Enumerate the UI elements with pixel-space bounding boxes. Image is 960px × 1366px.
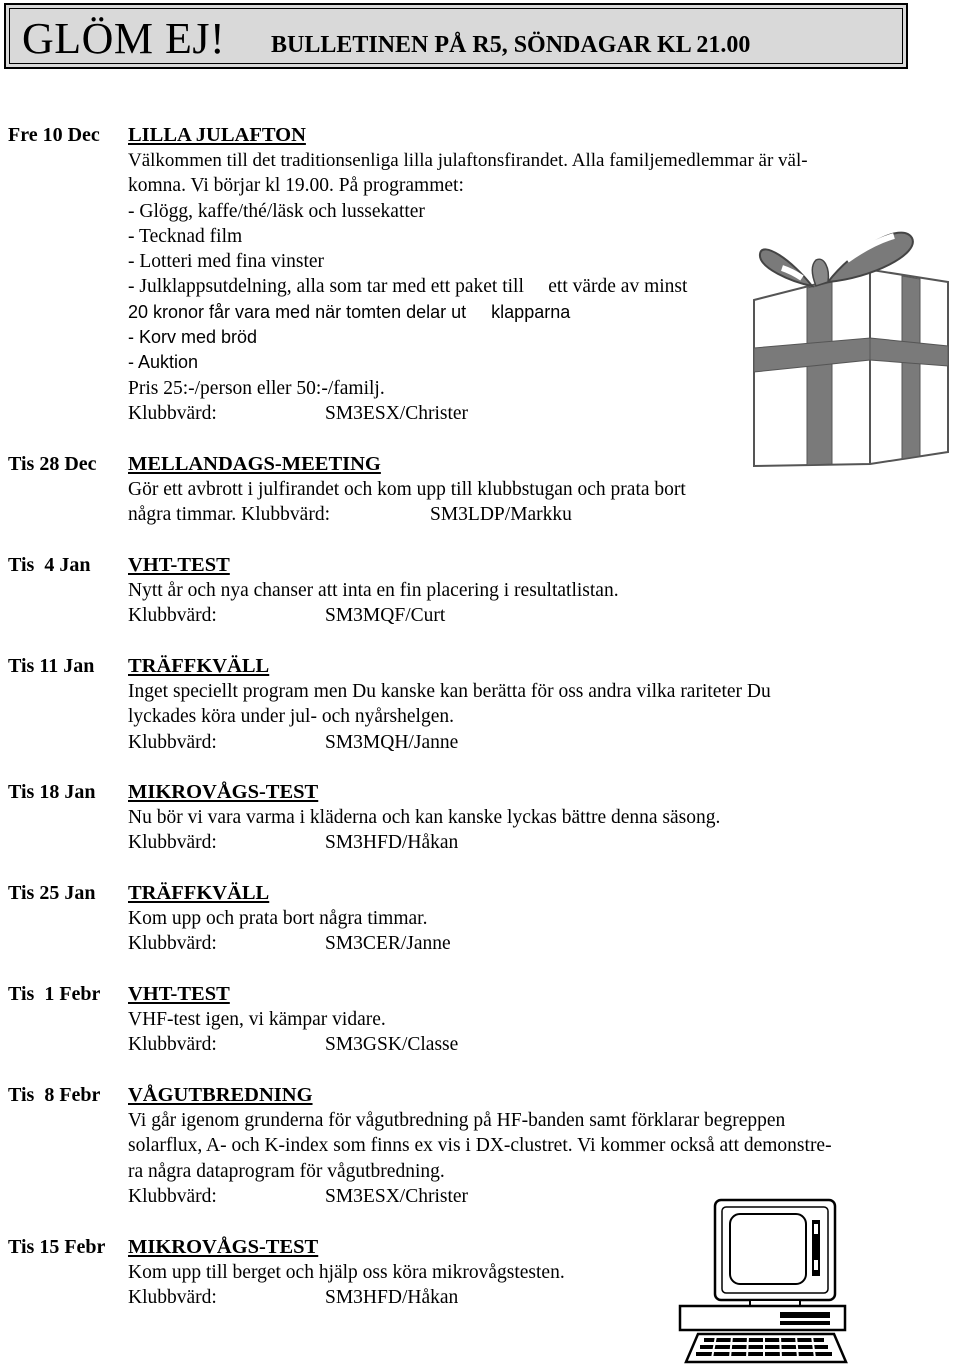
event-title: MIKROVÅGS-TEST [128, 1236, 319, 1258]
host-label: Klubbvärd: [128, 605, 217, 627]
event-host [128, 931, 888, 956]
event-line: Kom upp och prata bort några timmar. [128, 908, 428, 929]
event-line: Nu bör vi vara varma i kläderna och kan kanske lyckas bättre denna säsong. [128, 807, 721, 828]
host-callsign: SM3GSK/Classe [325, 1034, 459, 1056]
host-callsign: SM3ESX/Christer [325, 1185, 469, 1207]
event-body [128, 553, 888, 629]
event-line: - Glögg, kaffe/thé/läsk och lussekatter [128, 200, 425, 222]
event-date: Tis 11 Jan [8, 655, 95, 677]
event-body [128, 1083, 888, 1209]
host-label: Klubbvärd: [128, 402, 217, 424]
event-title: LILLA JULAFTON [128, 124, 306, 146]
event-host [128, 1032, 888, 1057]
event-body [128, 780, 888, 856]
host-callsign: SM3MQH/Janne [325, 731, 459, 753]
event-title: TRÄFFKVÄLL [128, 655, 270, 677]
header-banner [4, 3, 908, 69]
event-title: MIKROVÅGS-TEST [128, 781, 319, 803]
host-label: Klubbvärd: [128, 933, 217, 955]
event-host [128, 830, 888, 855]
event-date: Tis 8 Febr [8, 1084, 101, 1106]
event-host [128, 603, 888, 628]
event-line: - Korv med bröd [128, 327, 258, 348]
event-line: några timmar. Klubbvärd: [128, 504, 330, 526]
host-label: Klubbvärd: [128, 1185, 217, 1207]
event-date: Fre 10 Dec [8, 124, 100, 146]
host-callsign: SM3MQF/Curt [325, 605, 446, 627]
event-line: ra några dataprogram för vågutbredning. [128, 1160, 445, 1182]
event-line: Välkommen till det traditionsenliga lilla julaftonsfirandet. Alla familjemedlemmar är väl- [128, 150, 808, 171]
event-line: 20 kronor får vara med när tomten delar ut klapparna [128, 301, 571, 322]
event-line: - Julklappsutdelning, alla som tar med ett paket till ett värde av minst [128, 276, 688, 298]
host-label: Klubbvärd: [128, 1034, 217, 1056]
banner-subtitle: BULLETINEN PÅ R5, SÖNDAGAR KL 21.00 [271, 32, 751, 58]
event-date: Tis 1 Febr [8, 983, 101, 1005]
event-line: Pris 25:-/person eller 50:-/familj. [128, 377, 385, 399]
event-line: Kom upp till berget och hjälp oss köra mikrovågstesten. [128, 1262, 565, 1283]
event-line: solarflux, A- och K-index som finns ex vis i DX-clustret. Vi kommer också att demonstre- [128, 1135, 832, 1157]
event-line: Inget speciellt program men Du kanske kan berätta för oss andra vilka rariteter Du [128, 681, 771, 702]
event-line: Vi går igenom grunderna för vågutbredning på HF-banden samt förklarar begreppen [128, 1110, 786, 1131]
event-date: Tis 28 Dec [8, 453, 97, 475]
banner-title: GLÖM EJ! [22, 14, 226, 63]
event-line: - Auktion [128, 352, 199, 373]
event-body [128, 654, 888, 755]
host-callsign: SM3CER/Janne [325, 933, 451, 955]
event-line: Nytt år och nya chanser att inta en fin placering i resultatlistan. [128, 580, 619, 601]
host-label: Klubbvärd: [128, 731, 217, 753]
host-label: Klubbvärd: [128, 1287, 217, 1309]
host-callsign: SM3HFD/Håkan [325, 832, 459, 854]
event-host [128, 502, 888, 527]
event-body [128, 881, 888, 957]
event-line: - Lotteri med fina vinster [128, 251, 325, 273]
event-date: Tis 25 Jan [8, 882, 96, 904]
event-title: TRÄFFKVÄLL [128, 882, 270, 904]
event-line: VHF-test igen, vi kämpar vidare. [128, 1009, 386, 1030]
event-title: VÅGUTBREDNING [128, 1084, 313, 1106]
host-callsign: SM3HFD/Håkan [325, 1287, 459, 1309]
event-body [128, 982, 888, 1058]
event-date: Tis 15 Febr [8, 1236, 106, 1258]
host-callsign: SM3ESX/Christer [325, 402, 469, 424]
computer-icon [670, 1198, 850, 1366]
event-line: lyckades köra under jul- och nyårshelgen. [128, 706, 454, 728]
gift-icon [752, 220, 952, 470]
event-line: Gör ett avbrott i julfirandet och kom upp till klubbstugan och prata bort [128, 479, 686, 500]
host-label: Klubbvärd: [128, 832, 217, 854]
event-title: MELLANDAGS-MEETING [128, 453, 381, 475]
event-line: komna. Vi börjar kl 19.00. På programmet: [128, 175, 464, 197]
host-callsign: SM3LDP/Markku [430, 504, 572, 526]
event-line: - Tecknad film [128, 225, 243, 247]
event-date: Tis 4 Jan [8, 554, 91, 576]
event-title: VHT-TEST [128, 983, 230, 1005]
event-date: Tis 18 Jan [8, 781, 96, 803]
event-title: VHT-TEST [128, 554, 230, 576]
event-host [128, 730, 888, 755]
